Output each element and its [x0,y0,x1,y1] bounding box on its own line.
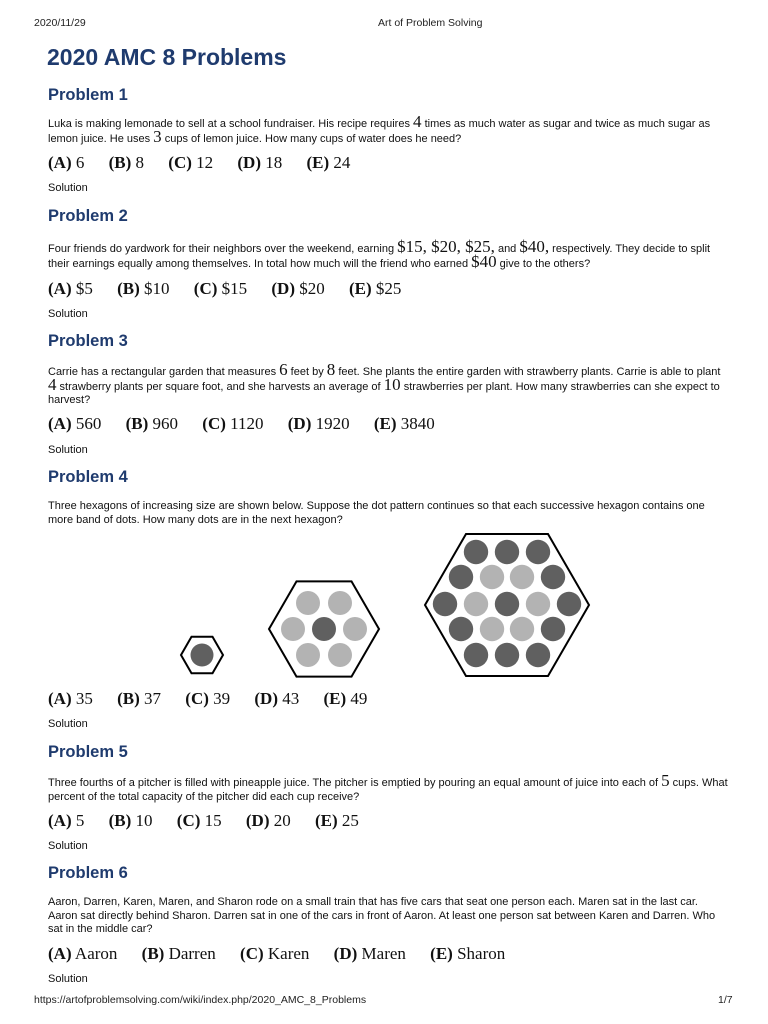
choice: (E) Sharon [430,944,506,963]
solution-link[interactable]: Solution [48,182,88,194]
dot-light [328,591,352,615]
hexagon-1 [181,637,223,673]
dot-dark [526,643,550,667]
choice: (A) Aaron [48,944,118,963]
choice: (A) 5 [48,811,85,830]
choice: (C) $15 [193,279,248,298]
choice: (D) 1920 [287,414,350,433]
choice: (B) Darren [141,944,216,963]
choice: (D) 43 [254,689,300,708]
dot-dark [526,540,550,564]
solution-link[interactable]: Solution [48,840,88,852]
solution-link[interactable]: Solution [48,973,88,985]
dot-dark [433,592,457,616]
problem-4-heading: Problem 4 [48,468,128,486]
dot-light [464,592,488,616]
dot-dark [191,644,214,667]
choice: (C) 1120 [202,414,264,433]
dot-dark [541,617,565,641]
dot-light [526,592,550,616]
choice: (B) $10 [117,279,170,298]
choice: (D) 18 [237,153,283,172]
dot-light [328,643,352,667]
print-date: 2020/11/29 [34,17,86,29]
choice: (A) $5 [48,279,93,298]
dot-light [296,591,320,615]
choice: (B) 960 [125,414,179,433]
problem-4-choices [48,689,387,709]
hexagon-2 [269,581,379,676]
problem-5-text: Three fourths of a pitcher is filled with pineapple juice. The pitcher is emptied by pouring an equal amount of juice into each of 5 cups. What percent of the total capacity of the pitcher did each cup receive? [48,771,728,803]
dot-dark [312,617,336,641]
print-site-title: Art of Problem Solving [378,17,483,29]
dot-light [510,565,534,589]
hexagon-3 [425,534,589,676]
dot-light [343,617,367,641]
problem-2-heading: Problem 2 [48,207,128,225]
problem-1-text: Luka is making lemonade to sell at a school fundraiser. His recipe requires 4 times as much water as sugar and twice as much sugar as lemon juice. He uses 3 cups of lemon juice. How many cups of water does he need? [48,112,711,146]
choice: (D) Maren [333,944,406,963]
problem-5-heading: Problem 5 [48,743,128,761]
problem-2-text: Four friends do yardwork for their neighbors over the weekend, earning $15, $20, $25, and $40, respectively. They decide to split their earnings equally among themselves. In total how much will the friend who earned $40 give to the others? [48,237,711,271]
problem-1-heading: Problem 1 [48,86,128,104]
choice: (A) 35 [48,689,93,708]
dot-dark [449,617,473,641]
dot-light [281,617,305,641]
choice: (E) 49 [323,689,368,708]
dot-dark [464,540,488,564]
problem-4-text: Three hexagons of increasing size are shown below. Suppose the dot pattern continues so that each successive hexagon contains one more band of dots. How many dots are in the next hexagon? [48,500,705,526]
choice: (C) 39 [185,689,231,708]
problem-6-choices [48,944,525,964]
choice: (A) 560 [48,414,102,433]
choice: (C) 12 [168,153,214,172]
solution-link[interactable]: Solution [48,308,88,320]
choice: (D) $20 [271,279,325,298]
solution-link[interactable]: Solution [48,718,88,730]
dot-dark [557,592,581,616]
choice: (C) 15 [176,811,222,830]
page-title: 2020 AMC 8 Problems [47,44,287,70]
dot-dark [495,540,519,564]
dot-dark [541,565,565,589]
choice: (E) 25 [315,811,359,830]
dot-dark [464,643,488,667]
footer-page-number: 1/7 [718,994,733,1006]
choice: (E) 3840 [373,414,435,433]
choice: (E) 24 [306,153,351,172]
choice: (B) 10 [108,811,153,830]
choice: (C) Karen [240,944,310,963]
problem-3-heading: Problem 3 [48,332,128,350]
dot-dark [495,592,519,616]
choice: (B) 8 [108,153,145,172]
dot-dark [495,643,519,667]
dot-light [480,617,504,641]
dot-light [510,617,534,641]
problem-6-text: Aaron, Darren, Karen, Maren, and Sharon rode on a small train that has five cars that seat one person each. Maren sat in the last car. Aaron sat directly behind Sharon. Darren sat in one of the cars in front of Aaron. At least one person sat between Karen and Darren. Who sat in the middle car? [48,896,716,935]
problem-5-choices [48,811,379,831]
problem-3-text: Carrie has a rectangular garden that measures 6 feet by 8 feet. She plants the entire garden with strawberry plants. Carrie is able to plant 4 strawberry plants per square foot, and she harvests an average of 10 strawberries per plant. How many strawberries can she expect to harvest? [48,360,721,406]
problem-6-heading: Problem 6 [48,864,128,882]
choice: (A) 6 [48,153,85,172]
choice: (D) 20 [245,811,291,830]
choice: (E) $25 [349,279,402,298]
dot-dark [449,565,473,589]
dot-light [296,643,320,667]
dot-light [480,565,504,589]
footer-url: https://artofproblemsolving.com/wiki/index.php/2020_AMC_8_Problems [34,994,367,1006]
choice: (B) 37 [117,689,162,708]
solution-link[interactable]: Solution [48,444,88,456]
